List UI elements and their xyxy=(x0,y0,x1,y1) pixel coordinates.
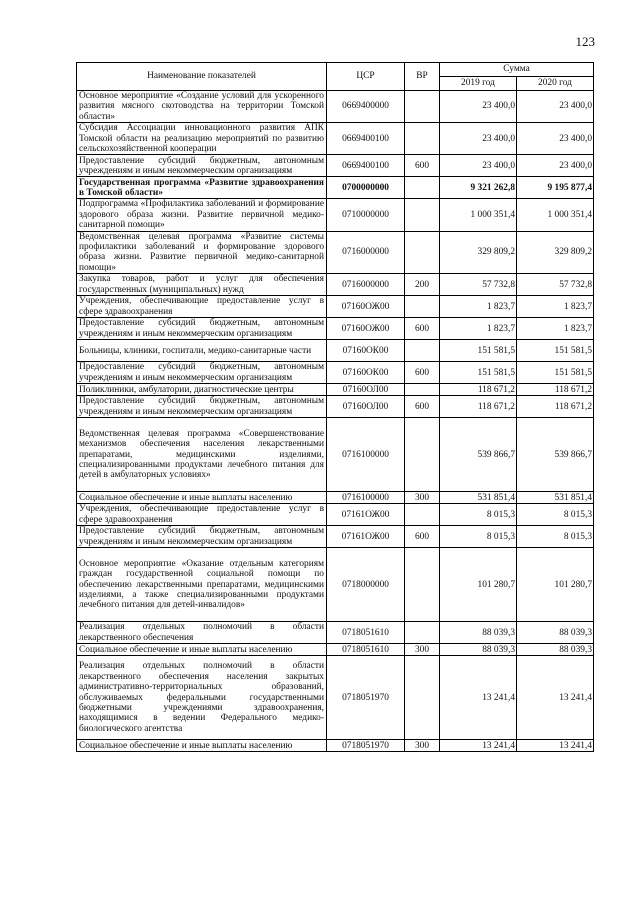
row-csr: 0669400100 xyxy=(327,155,405,177)
table-row xyxy=(77,231,594,274)
table-row xyxy=(77,492,594,504)
row-2020: 118 671,2 xyxy=(517,384,594,396)
row-2019: 151 581,5 xyxy=(440,340,517,362)
table-row xyxy=(77,548,594,622)
row-name: Государственная программа «Развитие здравоохранения в Томской области» xyxy=(77,177,327,199)
table-row xyxy=(77,296,594,318)
table-row xyxy=(77,418,594,492)
row-vr xyxy=(405,656,440,740)
row-2020: 1 823,7 xyxy=(517,296,594,318)
row-2020: 101 280,7 xyxy=(517,548,594,622)
row-2019: 118 671,2 xyxy=(440,396,517,418)
row-2020: 329 809,2 xyxy=(517,231,594,274)
row-vr xyxy=(405,177,440,199)
row-name: Социальное обеспечение и иные выплаты населению xyxy=(77,492,327,504)
row-2019: 8 015,3 xyxy=(440,504,517,526)
row-2020: 57 732,8 xyxy=(517,274,594,296)
row-2020: 23 400,0 xyxy=(517,91,594,123)
row-csr: 07161ОЖ00 xyxy=(327,526,405,548)
row-2019: 13 241,4 xyxy=(440,740,517,752)
row-2020: 13 241,4 xyxy=(517,740,594,752)
row-2019: 23 400,0 xyxy=(440,123,517,155)
row-2020: 539 866,7 xyxy=(517,418,594,492)
row-2020: 13 241,4 xyxy=(517,656,594,740)
row-vr: 300 xyxy=(405,492,440,504)
row-name: Основное мероприятие «Оказание отдельным категориям граждан государственной социальной помощи по обеспечению лекарственными препаратами, медицинскими изделиями, а также специализированными продуктами лечебного питания для детей-инвалидов» xyxy=(77,548,327,622)
header-2020: 2020 год xyxy=(517,77,594,91)
row-2019: 23 400,0 xyxy=(440,91,517,123)
row-name: Подпрограмма «Профилактика заболеваний и формирование здорового образа жизни. Развитие первичной медико-санитарной помощи» xyxy=(77,199,327,231)
header-name: Наименование показателей xyxy=(77,63,327,91)
table-row xyxy=(77,318,594,340)
row-csr: 0718051610 xyxy=(327,622,405,644)
row-name: Предоставление субсидий бюджетным, автономным учреждениям и иным некоммерческим организациям xyxy=(77,526,327,548)
table-body xyxy=(77,91,594,752)
row-csr: 0710000000 xyxy=(327,199,405,231)
row-2019: 118 671,2 xyxy=(440,384,517,396)
row-vr xyxy=(405,231,440,274)
table-row xyxy=(77,656,594,740)
row-csr: 0716100000 xyxy=(327,492,405,504)
table-row xyxy=(77,396,594,418)
row-2019: 23 400,0 xyxy=(440,155,517,177)
row-2019: 1 823,7 xyxy=(440,318,517,340)
row-name: Субсидия Ассоциации инновационного развития АПК Томской области на реализацию мероприятий по развитию сельскохозяйственной кооперации xyxy=(77,123,327,155)
row-vr: 600 xyxy=(405,362,440,384)
table-row xyxy=(77,504,594,526)
row-name: Ведомственная целевая программа «Совершенствование механизмов обеспечения населения лекарственными препаратами, медицинскими изделиями, специализированными продуктами лечебного питания для детей в амбулаторных условиях» xyxy=(77,418,327,492)
table-row xyxy=(77,155,594,177)
row-vr xyxy=(405,296,440,318)
row-name: Закупка товаров, работ и услуг для обеспечения государственных (муниципальных) нужд xyxy=(77,274,327,296)
row-2020: 8 015,3 xyxy=(517,504,594,526)
table-row xyxy=(77,340,594,362)
row-csr: 07161ОЖ00 xyxy=(327,504,405,526)
row-vr xyxy=(405,622,440,644)
row-name: Предоставление субсидий бюджетным, автономным учреждениям и иным некоммерческим организациям xyxy=(77,396,327,418)
row-csr: 0718051970 xyxy=(327,656,405,740)
row-vr xyxy=(405,418,440,492)
table-row xyxy=(77,526,594,548)
row-vr: 600 xyxy=(405,318,440,340)
row-2019: 13 241,4 xyxy=(440,656,517,740)
row-vr xyxy=(405,548,440,622)
row-csr: 0669400100 xyxy=(327,123,405,155)
row-vr: 200 xyxy=(405,274,440,296)
row-2020: 23 400,0 xyxy=(517,155,594,177)
row-vr: 300 xyxy=(405,740,440,752)
row-vr xyxy=(405,91,440,123)
row-csr: 0700000000 xyxy=(327,177,405,199)
row-csr: 07160ОЖ00 xyxy=(327,318,405,340)
row-2020: 1 000 351,4 xyxy=(517,199,594,231)
table-row xyxy=(77,177,594,199)
budget-table xyxy=(76,62,594,752)
table-row xyxy=(77,274,594,296)
table-row xyxy=(77,644,594,656)
row-name: Реализация отдельных полномочий в области лекарственного обеспечения xyxy=(77,622,327,644)
row-name: Реализация отдельных полномочий в области лекарственного обеспечения населения закрытых административно-территориальных образований, обслуживаемых федеральными государственными бюджетными учреждениями здравоохранения, находящимися в ведении Федерального медико-биологического агентства xyxy=(77,656,327,740)
row-2019: 9 321 262,8 xyxy=(440,177,517,199)
row-2019: 57 732,8 xyxy=(440,274,517,296)
row-2019: 1 823,7 xyxy=(440,296,517,318)
table-row xyxy=(77,362,594,384)
row-csr: 07160ОЛ00 xyxy=(327,396,405,418)
row-2019: 1 000 351,4 xyxy=(440,199,517,231)
row-vr: 600 xyxy=(405,526,440,548)
row-vr: 300 xyxy=(405,644,440,656)
row-2020: 8 015,3 xyxy=(517,526,594,548)
row-2019: 88 039,3 xyxy=(440,622,517,644)
row-2020: 118 671,2 xyxy=(517,396,594,418)
row-vr: 600 xyxy=(405,396,440,418)
table-row xyxy=(77,123,594,155)
table-row xyxy=(77,199,594,231)
table-row xyxy=(77,91,594,123)
row-2020: 9 195 877,4 xyxy=(517,177,594,199)
row-name: Предоставление субсидий бюджетным, автономным учреждениям и иным некоммерческим организациям xyxy=(77,362,327,384)
row-2020: 531 851,4 xyxy=(517,492,594,504)
header-sum: Сумма xyxy=(440,63,594,77)
row-vr xyxy=(405,123,440,155)
row-csr: 0669400000 xyxy=(327,91,405,123)
row-2020: 151 581,5 xyxy=(517,362,594,384)
row-name: Основное мероприятие «Создание условий для ускоренного развития мясного скотоводства на территории Томской области» xyxy=(77,91,327,123)
row-csr: 0718051610 xyxy=(327,644,405,656)
row-name: Предоставление субсидий бюджетным, автономным учреждениям и иным некоммерческим организациям xyxy=(77,155,327,177)
row-name: Учреждения, обеспечивающие предоставление услуг в сфере здравоохранения xyxy=(77,296,327,318)
row-csr: 0718000000 xyxy=(327,548,405,622)
row-2020: 23 400,0 xyxy=(517,123,594,155)
header-csr: ЦСР xyxy=(327,63,405,91)
row-name: Поликлиники, амбулатории, диагностические центры xyxy=(77,384,327,396)
row-2019: 101 280,7 xyxy=(440,548,517,622)
row-vr: 600 xyxy=(405,155,440,177)
row-2020: 1 823,7 xyxy=(517,318,594,340)
row-vr xyxy=(405,199,440,231)
row-2020: 151 581,5 xyxy=(517,340,594,362)
row-name: Учреждения, обеспечивающие предоставление услуг в сфере здравоохранения xyxy=(77,504,327,526)
table-row xyxy=(77,622,594,644)
row-name: Социальное обеспечение и иные выплаты населению xyxy=(77,644,327,656)
row-vr xyxy=(405,384,440,396)
row-csr: 0716100000 xyxy=(327,418,405,492)
row-name: Предоставление субсидий бюджетным, автономным учреждениям и иным некоммерческим организациям xyxy=(77,318,327,340)
row-2020: 88 039,3 xyxy=(517,644,594,656)
row-name: Ведомственная целевая программа «Развитие системы профилактики заболеваний и формирование здорового образа жизни. Развитие первичной медико-санитарной помощи» xyxy=(77,231,327,274)
row-2019: 151 581,5 xyxy=(440,362,517,384)
row-vr xyxy=(405,340,440,362)
row-2020: 88 039,3 xyxy=(517,622,594,644)
row-csr: 07160ОЖ00 xyxy=(327,296,405,318)
row-2019: 329 809,2 xyxy=(440,231,517,274)
row-vr xyxy=(405,504,440,526)
table-row xyxy=(77,740,594,752)
row-2019: 539 866,7 xyxy=(440,418,517,492)
row-csr: 07160ОЛ00 xyxy=(327,384,405,396)
header-vr: ВР xyxy=(405,63,440,91)
row-csr: 07160ОК00 xyxy=(327,340,405,362)
row-csr: 0716000000 xyxy=(327,274,405,296)
row-name: Больницы, клиники, госпитали, медико-санитарные части xyxy=(77,340,327,362)
row-csr: 0718051970 xyxy=(327,740,405,752)
row-csr: 0716000000 xyxy=(327,231,405,274)
row-2019: 8 015,3 xyxy=(440,526,517,548)
row-2019: 531 851,4 xyxy=(440,492,517,504)
row-2019: 88 039,3 xyxy=(440,644,517,656)
row-csr: 07160ОК00 xyxy=(327,362,405,384)
page-number: 123 xyxy=(575,34,595,49)
header-2019: 2019 год xyxy=(440,77,517,91)
row-name: Социальное обеспечение и иные выплаты населению xyxy=(77,740,327,752)
table-row xyxy=(77,384,594,396)
